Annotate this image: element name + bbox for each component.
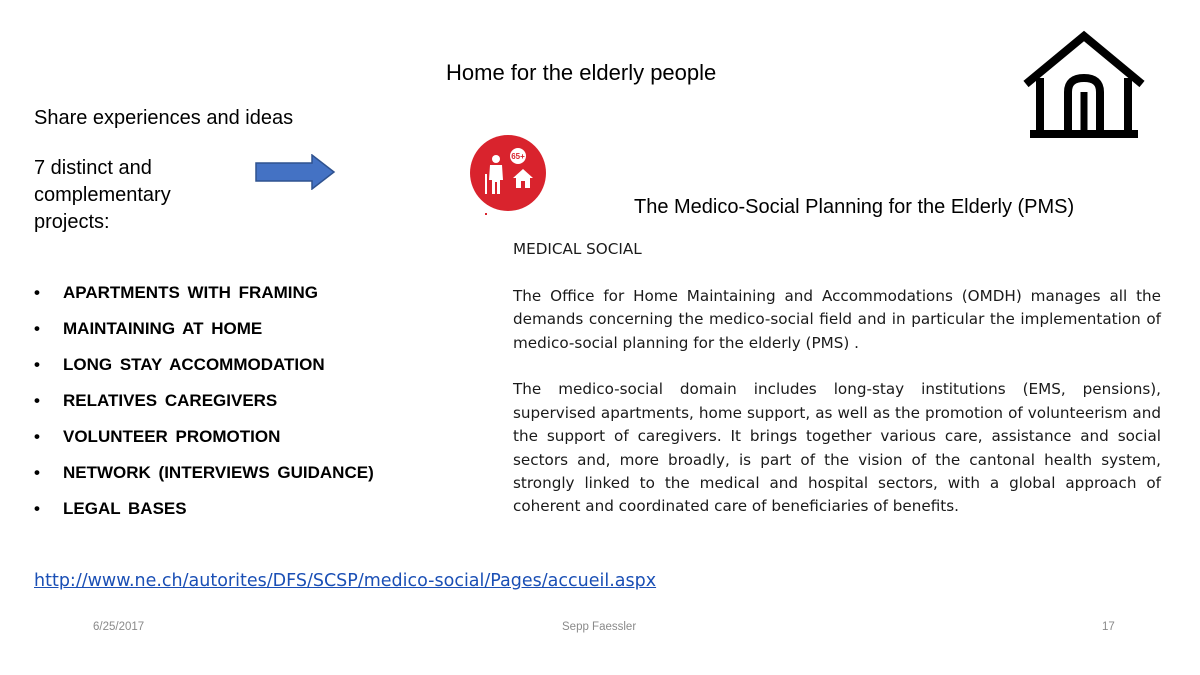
body-text [513,238,1161,519]
bullet-icon: • [34,391,40,410]
list-item [34,462,374,498]
list-item [34,426,374,462]
arrow-right-icon [254,154,336,190]
body-paragraph-2: The medico-social domain includes long-stay institutions (EMS, pensions), supervised apartments, home support, as well as the promotion of volunteerism and the support of caregivers. It brings together various care, assistance and social sectors and, more broadly, is part of the vision of the cantonal health system, strongly linked to the medical and hospital sectors, with a global approach of coherent and coordinated care of beneficiaries of benefits. [513,380,1161,516]
footer-page-number: 17 [1102,621,1115,633]
pms-title: The Medico-Social Planning for the Elderly (PMS) [634,196,1075,218]
list-item-label: VOLUNTEER PROMOTION [63,427,281,446]
slide-title: Home for the elderly people [446,60,717,85]
list-item [34,282,374,318]
body-paragraph-1: The Office for Home Maintaining and Accommodations (OMDH) manages all the demands concerning the medico-social field and in particular the implementation of medico-social planning for the elderly (PMS) . [513,286,1161,352]
bullet-icon: • [34,427,40,446]
list-item [34,390,374,426]
list-item-label: RELATIVES CAREGIVERS [63,391,278,410]
project-list [34,282,374,534]
house-icon [1022,30,1146,140]
list-item-label: NETWORK (INTERVIEWS GUIDANCE) [63,463,374,482]
elderly-65-plus-icon [469,134,547,212]
bullet-icon: • [34,463,40,482]
bullet-icon: • [34,319,40,338]
list-item [34,318,374,354]
bullet-icon: • [34,499,40,518]
footer-author: Sepp Faessler [562,621,637,633]
footer-date: 6/25/2017 [93,621,145,633]
list-item [34,354,374,390]
bullet-icon: • [34,355,40,374]
list-item-label: LEGAL BASES [63,499,187,518]
source-link[interactable]: http://www.ne.ch/autorites/DFS/SCSP/medico-social/Pages/accueil.aspx [34,571,657,591]
list-item-label: MAINTAINING AT HOME [63,319,263,338]
share-line: Share experiences and ideas [34,107,294,129]
body-heading: MEDICAL SOCIAL [513,240,642,258]
list-item-label: APARTMENTS WITH FRAMING [63,283,318,302]
list-item [34,498,374,534]
badge-label: 65+ [511,152,525,161]
list-item-label: LONG STAY ACCOMMODATION [63,355,325,374]
badge-dot [485,213,487,215]
projects-intro: 7 distinct and complementary projects: [34,157,171,233]
bullet-icon: • [34,283,40,302]
